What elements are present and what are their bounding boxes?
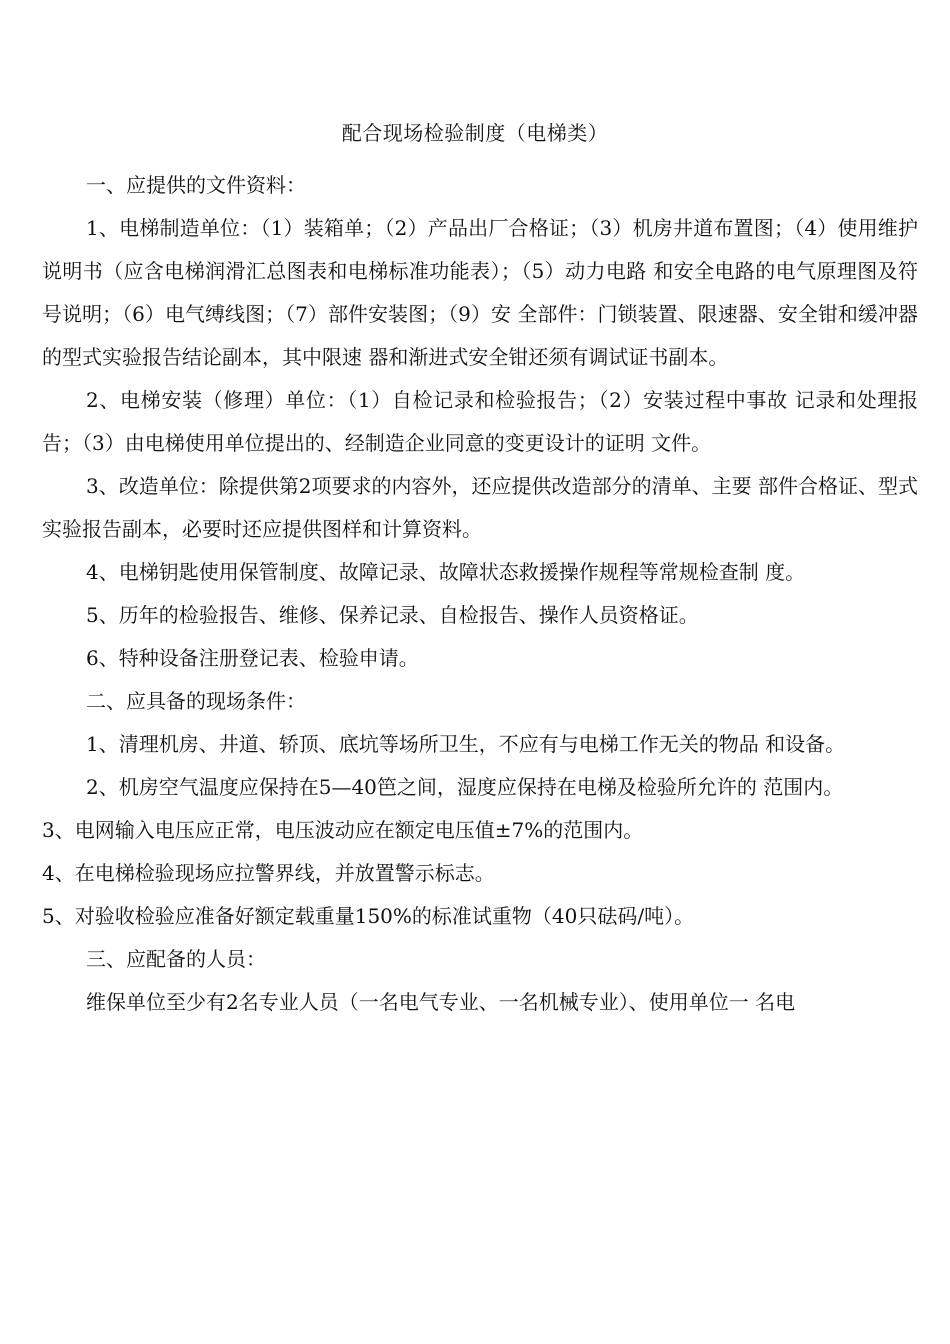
paragraph-voltage: 3、电网输入电压应正常，电压波动应在额定电压值±7%的范围内。	[42, 818, 644, 842]
section-heading-personnel: 三、应配备的人员：	[86, 947, 266, 971]
paragraph-warning-line: 4、在电梯检验现场应拉警界线，并放置警示标志。	[42, 861, 495, 885]
paragraph-test-weights: 5、对验收检验应准备好额定载重量150%的标准试重物（40只砝码/吨）。	[42, 904, 695, 928]
paragraph-installer: 2、电梯安装（修理）单位：（1）自检记录和检验报告；（2）安装过程中事故 记录和处理报告；（3）由电梯使用单位提出的、经制造企业同意的变更设计的证明 文件。	[42, 388, 918, 455]
section-heading-documents: 一、应提供的文件资料：	[86, 173, 306, 197]
paragraph-history-reports: 5、历年的检验报告、维修、保养记录、自检报告、操作人员资格证。	[86, 603, 699, 627]
paragraph-temperature: 2、机房空气温度应保持在5—40笆之间，湿度应保持在电梯及检验所允许的 范围内。	[86, 775, 844, 799]
paragraph-manufacturer: 1、电梯制造单位：（1）装箱单；（2）产品出厂合格证；（3）机房井道布置图；（4）使用维护说明书（应含电梯润滑汇总图表和电梯标准功能表）；（5）动力电路 和安全电路的电气原理图及符号说明；（6）电气缚线图；（7）部件安装图；（9）安 全部件：门锁装置、限速器、安全钳和缓冲器的型式实验报告结论副本，其中限速 器和渐进式安全钳还须有调试证书副本。	[42, 216, 918, 369]
paragraph-registration: 6、特种设备注册登记表、检验申请。	[86, 646, 419, 670]
paragraph-key-management: 4、电梯钥匙使用保管制度、故障记录、故障状态救援操作规程等常规检查制 度。	[86, 560, 806, 584]
paragraph-modifier: 3、改造单位：除提供第2项要求的内容外，还应提供改造部分的清单、主要 部件合格证、型式实验报告副本，必要时还应提供图样和计算资料。	[42, 474, 918, 541]
paragraph-cleaning: 1、清理机房、井道、轿顶、底坑等场所卫生，不应有与电梯工作无关的物品 和设备。	[86, 732, 846, 756]
paragraph-personnel: 维保单位至少有2名专业人员（一名电气专业、一名机械专业）、使用单位一 名电	[86, 990, 796, 1014]
document-title: 配合现场检验制度（电梯类）	[341, 121, 609, 145]
section-heading-site-conditions: 二、应具备的现场条件：	[86, 689, 306, 713]
document-body	[42, 164, 918, 1024]
